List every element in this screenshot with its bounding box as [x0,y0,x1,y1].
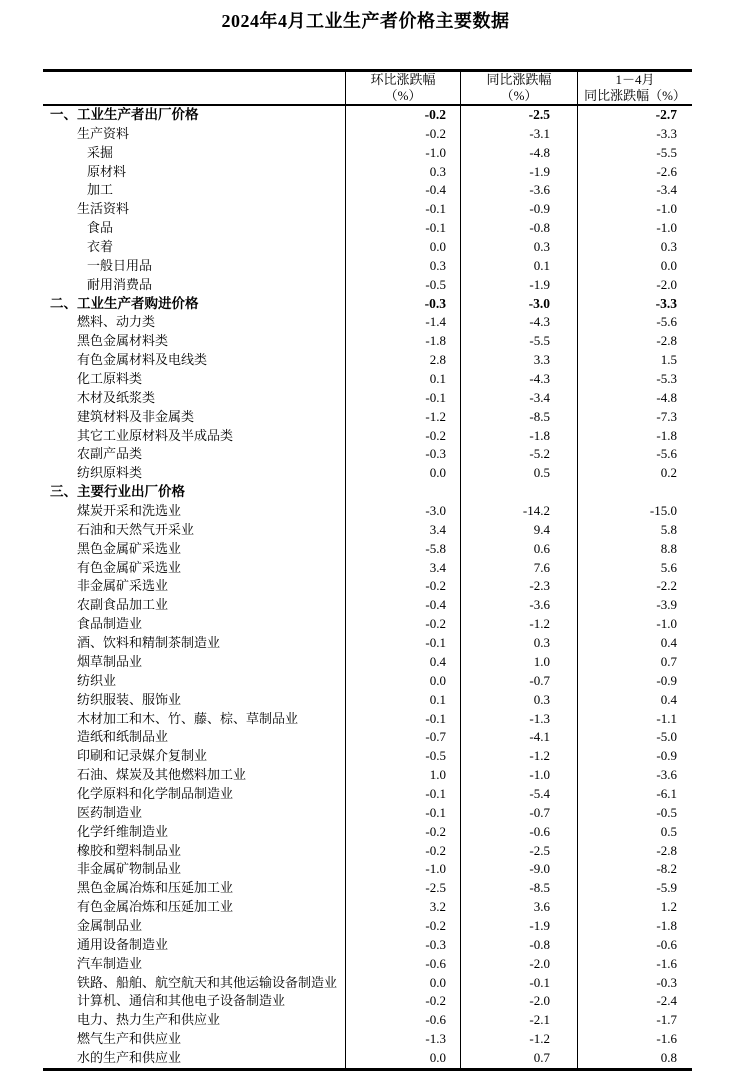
table-row [43,181,692,200]
yoy-value: -1.2 [460,615,577,634]
ytd-value: -3.9 [577,596,692,615]
mom-value [345,483,460,502]
yoy-value: 0.5 [460,464,577,483]
ytd-value: -1.7 [577,1011,692,1030]
mom-value: -0.1 [345,389,460,408]
table-row [43,483,692,502]
row-label: 汽车制造业 [77,955,143,971]
ytd-value: -1.8 [577,917,692,936]
ytd-value: -2.7 [577,106,692,125]
ytd-value: 0.7 [577,653,692,672]
row-label: 石油、煤炭及其他燃料加工业 [77,767,247,783]
row-label: 耐用消费品 [87,276,153,292]
ytd-value: -5.6 [577,313,692,332]
mom-value: -1.4 [345,313,460,332]
yoy-value: -3.0 [460,295,577,314]
table-row [43,747,692,766]
yoy-value: -3.1 [460,125,577,144]
table-row [43,936,692,955]
row-label: 水的生产和供应业 [77,1049,182,1065]
table-row [43,351,692,370]
table-row [43,577,692,596]
mom-value: -0.2 [345,917,460,936]
table-row [43,785,692,804]
header-yoy-unit: （%） [500,88,538,103]
ytd-value: 5.8 [577,521,692,540]
ytd-value: -2.6 [577,163,692,182]
ytd-value: -1.8 [577,427,692,446]
table-row [43,634,692,653]
row-label: 黑色金属矿采选业 [77,540,182,556]
mom-value: -1.2 [345,408,460,427]
mom-value: -2.5 [345,879,460,898]
table-row [43,238,692,257]
table-row [43,521,692,540]
table-row [43,427,692,446]
ytd-value: -2.4 [577,992,692,1011]
mom-value: -0.2 [345,992,460,1011]
yoy-value: 0.1 [460,257,577,276]
ytd-value: -0.5 [577,804,692,823]
yoy-value: 0.7 [460,1049,577,1068]
table-row [43,332,692,351]
row-label: 木材及纸浆类 [77,389,156,405]
mom-value: -0.7 [345,728,460,747]
yoy-value: 9.4 [460,521,577,540]
table-row [43,540,692,559]
row-label: 农副食品加工业 [77,597,169,613]
table-row [43,370,692,389]
mom-value: 0.1 [345,691,460,710]
header-category-column [43,72,345,104]
yoy-value: -1.9 [460,917,577,936]
mom-value: 0.4 [345,653,460,672]
ytd-value: 8.8 [577,540,692,559]
table-row [43,163,692,182]
yoy-value: 3.6 [460,898,577,917]
row-label: 非金属矿物制品业 [77,861,182,877]
ytd-value: -0.3 [577,974,692,993]
mom-value: 3.2 [345,898,460,917]
mom-value: 1.0 [345,766,460,785]
ytd-value: -2.8 [577,842,692,861]
mom-value: -0.4 [345,181,460,200]
row-label: 纺织业 [77,672,117,688]
row-label: 燃料、动力类 [77,314,156,330]
row-label: 食品 [87,220,114,236]
ytd-value: -0.9 [577,747,692,766]
mom-value: 3.4 [345,559,460,578]
table-row [43,1030,692,1049]
row-label: 化学原料和化学制品制造业 [77,785,234,801]
row-label: 造纸和纸制品业 [77,729,169,745]
ytd-value: -0.9 [577,672,692,691]
row-label: 石油和天然气开采业 [77,521,195,537]
yoy-value: -2.0 [460,992,577,1011]
ytd-value: -1.0 [577,200,692,219]
table-row [43,1011,692,1030]
header-ytd-unit: 同比涨跌幅（%） [584,88,686,103]
row-label: 化学纤维制造业 [77,823,169,839]
mom-value: -0.2 [345,427,460,446]
yoy-value: 0.6 [460,540,577,559]
yoy-value: -0.7 [460,804,577,823]
table-header-row [43,72,692,106]
table-row [43,860,692,879]
row-label: 通用设备制造业 [77,936,169,952]
table-row [43,691,692,710]
header-mom-unit: （%） [384,88,422,103]
table-row [43,125,692,144]
table-row [43,596,692,615]
ytd-value: -1.6 [577,955,692,974]
yoy-value [460,483,577,502]
yoy-value: -4.3 [460,313,577,332]
yoy-value: -9.0 [460,860,577,879]
ytd-value: -6.1 [577,785,692,804]
yoy-value: -1.3 [460,710,577,729]
table-row [43,219,692,238]
table-row [43,672,692,691]
yoy-value: -1.2 [460,747,577,766]
table-row [43,144,692,163]
table-row [43,502,692,521]
yoy-value: -5.5 [460,332,577,351]
table-row [43,559,692,578]
row-label: 生活资料 [77,201,130,217]
yoy-value: -0.7 [460,672,577,691]
mom-value: 0.0 [345,1049,460,1068]
mom-value: -0.2 [345,106,460,125]
row-label: 一、工业生产者出厂价格 [50,107,199,122]
ytd-value: -5.0 [577,728,692,747]
yoy-value: -1.8 [460,427,577,446]
mom-value: -0.1 [345,710,460,729]
ytd-value: -3.6 [577,766,692,785]
ytd-value: -2.0 [577,276,692,295]
yoy-value: -2.5 [460,106,577,125]
mom-value: 0.0 [345,238,460,257]
yoy-value: 0.3 [460,634,577,653]
ytd-value: -7.3 [577,408,692,427]
mom-value: -0.2 [345,842,460,861]
mom-value: 0.3 [345,163,460,182]
table-row [43,408,692,427]
ytd-value: -1.6 [577,1030,692,1049]
row-label: 农副产品类 [77,446,143,462]
row-label: 原材料 [87,163,127,179]
row-label: 纺织服装、服饰业 [77,691,182,707]
yoy-value: -1.0 [460,766,577,785]
table-row [43,917,692,936]
table-body [43,106,692,1068]
page-title: 2024年4月工业生产者价格主要数据 [221,11,510,31]
price-data-table [43,69,692,1071]
row-label: 衣着 [87,239,114,255]
mom-value: -0.2 [345,577,460,596]
mom-value: 2.8 [345,351,460,370]
table-row [43,257,692,276]
ytd-value: -2.2 [577,577,692,596]
yoy-value: -2.0 [460,955,577,974]
yoy-value: -4.8 [460,144,577,163]
mom-value: -0.3 [345,295,460,314]
table-row [43,389,692,408]
yoy-value: 1.0 [460,653,577,672]
mom-value: -1.8 [345,332,460,351]
header-yoy-label: 同比涨跌幅 [486,72,552,87]
ytd-value: 0.5 [577,823,692,842]
header-mom-column [345,72,460,104]
mom-value: -0.6 [345,1011,460,1030]
row-label: 建筑材料及非金属类 [77,408,195,424]
yoy-value: -14.2 [460,502,577,521]
ytd-value: -5.6 [577,445,692,464]
table-row [43,879,692,898]
mom-value: 0.3 [345,257,460,276]
yoy-value: -1.9 [460,163,577,182]
table-row [43,823,692,842]
mom-value: -0.4 [345,596,460,615]
ytd-value: -5.3 [577,370,692,389]
mom-value: 0.0 [345,974,460,993]
table-row [43,295,692,314]
yoy-value: -5.4 [460,785,577,804]
row-label: 有色金属矿采选业 [77,559,182,575]
ytd-value: 0.8 [577,1049,692,1068]
mom-value: -1.0 [345,860,460,879]
yoy-value: -2.1 [460,1011,577,1030]
mom-value: -0.2 [345,823,460,842]
row-label: 印刷和记录媒介复制业 [77,748,208,764]
yoy-value: 3.3 [460,351,577,370]
table-row [43,710,692,729]
ytd-value: -3.4 [577,181,692,200]
yoy-value: -0.8 [460,936,577,955]
table-row [43,955,692,974]
yoy-value: -8.5 [460,879,577,898]
row-label: 加工 [87,182,114,198]
row-label: 橡胶和塑料制品业 [77,842,182,858]
table-row [43,313,692,332]
mom-value: -1.0 [345,144,460,163]
header-yoy-column [460,72,577,104]
mom-value: -0.3 [345,936,460,955]
header-ytd-column [577,72,692,104]
mom-value: -1.3 [345,1030,460,1049]
mom-value: -0.6 [345,955,460,974]
row-label: 煤炭开采和洗选业 [77,503,182,519]
ytd-value: 0.4 [577,691,692,710]
ytd-value: -0.6 [577,936,692,955]
table-row [43,992,692,1011]
table-row [43,842,692,861]
ytd-value: 0.3 [577,238,692,257]
table-row [43,974,692,993]
table-row [43,106,692,125]
yoy-value: -2.5 [460,842,577,861]
yoy-value: 7.6 [460,559,577,578]
yoy-value: 0.3 [460,238,577,257]
table-row [43,200,692,219]
mom-value: 0.0 [345,672,460,691]
row-label: 医药制造业 [77,804,143,820]
yoy-value: -5.2 [460,445,577,464]
yoy-value: -4.1 [460,728,577,747]
ytd-value: 0.0 [577,257,692,276]
mom-value: 0.0 [345,464,460,483]
yoy-value: -3.4 [460,389,577,408]
row-label: 计算机、通信和其他电子设备制造业 [77,993,286,1009]
ytd-value: -2.8 [577,332,692,351]
row-label: 三、主要行业出厂价格 [50,484,185,500]
ytd-value: 5.6 [577,559,692,578]
row-label: 一般日用品 [87,257,153,273]
ytd-value: 1.2 [577,898,692,917]
yoy-value: -3.6 [460,596,577,615]
ytd-value: -1.0 [577,219,692,238]
table-row [43,653,692,672]
ytd-value: 0.2 [577,464,692,483]
ytd-value: -1.0 [577,615,692,634]
header-ytd-label: 1－4月 [615,72,655,87]
mom-value: -0.1 [345,200,460,219]
ytd-value [577,483,692,502]
yoy-value: -8.5 [460,408,577,427]
row-label: 非金属矿采选业 [77,578,169,594]
yoy-value: -0.8 [460,219,577,238]
mom-value: -0.5 [345,276,460,295]
row-label: 食品制造业 [77,616,143,632]
yoy-value: -1.9 [460,276,577,295]
mom-value: 3.4 [345,521,460,540]
ytd-value: -5.5 [577,144,692,163]
table-row [43,464,692,483]
row-label: 烟草制品业 [77,653,143,669]
table-row [43,1049,692,1068]
yoy-value: -0.6 [460,823,577,842]
row-label: 铁路、船舶、航空航天和其他运输设备制造业 [77,974,338,990]
row-label: 有色金属冶炼和压延加工业 [77,899,234,915]
mom-value: -0.3 [345,445,460,464]
header-mom-label: 环比涨跌幅 [370,72,436,87]
row-label: 黑色金属材料类 [77,333,169,349]
table-row [43,766,692,785]
row-label: 有色金属材料及电线类 [77,352,208,368]
yoy-value: -1.2 [460,1030,577,1049]
ytd-value: 1.5 [577,351,692,370]
table-row [43,615,692,634]
row-label: 其它工业原材料及半成品类 [77,427,234,443]
table-row [43,276,692,295]
ytd-value: -3.3 [577,295,692,314]
table-row [43,445,692,464]
mom-value: -0.1 [345,634,460,653]
yoy-value: -2.3 [460,577,577,596]
yoy-value: -0.9 [460,200,577,219]
table-row [43,804,692,823]
ytd-value: -4.8 [577,389,692,408]
ytd-value: 0.4 [577,634,692,653]
row-label: 采掘 [87,144,114,160]
ytd-value: -15.0 [577,502,692,521]
ytd-value: -1.1 [577,710,692,729]
mom-value: -0.5 [345,747,460,766]
row-label: 化工原料类 [77,371,143,387]
ytd-value: -8.2 [577,860,692,879]
row-label: 二、工业生产者购进价格 [50,295,199,311]
yoy-value: -3.6 [460,181,577,200]
mom-value: -0.2 [345,125,460,144]
ytd-value: -5.9 [577,879,692,898]
row-label: 金属制品业 [77,917,143,933]
row-label: 酒、饮料和精制茶制造业 [77,635,221,651]
yoy-value: 0.3 [460,691,577,710]
mom-value: -5.8 [345,540,460,559]
table-row [43,728,692,747]
mom-value: -3.0 [345,502,460,521]
mom-value: 0.1 [345,370,460,389]
ytd-value: -3.3 [577,125,692,144]
mom-value: -0.1 [345,804,460,823]
mom-value: -0.2 [345,615,460,634]
mom-value: -0.1 [345,785,460,804]
row-label: 燃气生产和供应业 [77,1031,182,1047]
table-row [43,898,692,917]
yoy-value: -4.3 [460,370,577,389]
row-label: 生产资料 [77,125,130,141]
row-label: 电力、热力生产和供应业 [77,1012,221,1028]
yoy-value: -0.1 [460,974,577,993]
row-label: 黑色金属冶炼和压延加工业 [77,880,234,896]
mom-value: -0.1 [345,219,460,238]
row-label: 纺织原料类 [77,465,143,481]
row-label: 木材加工和木、竹、藤、棕、草制品业 [77,710,299,726]
